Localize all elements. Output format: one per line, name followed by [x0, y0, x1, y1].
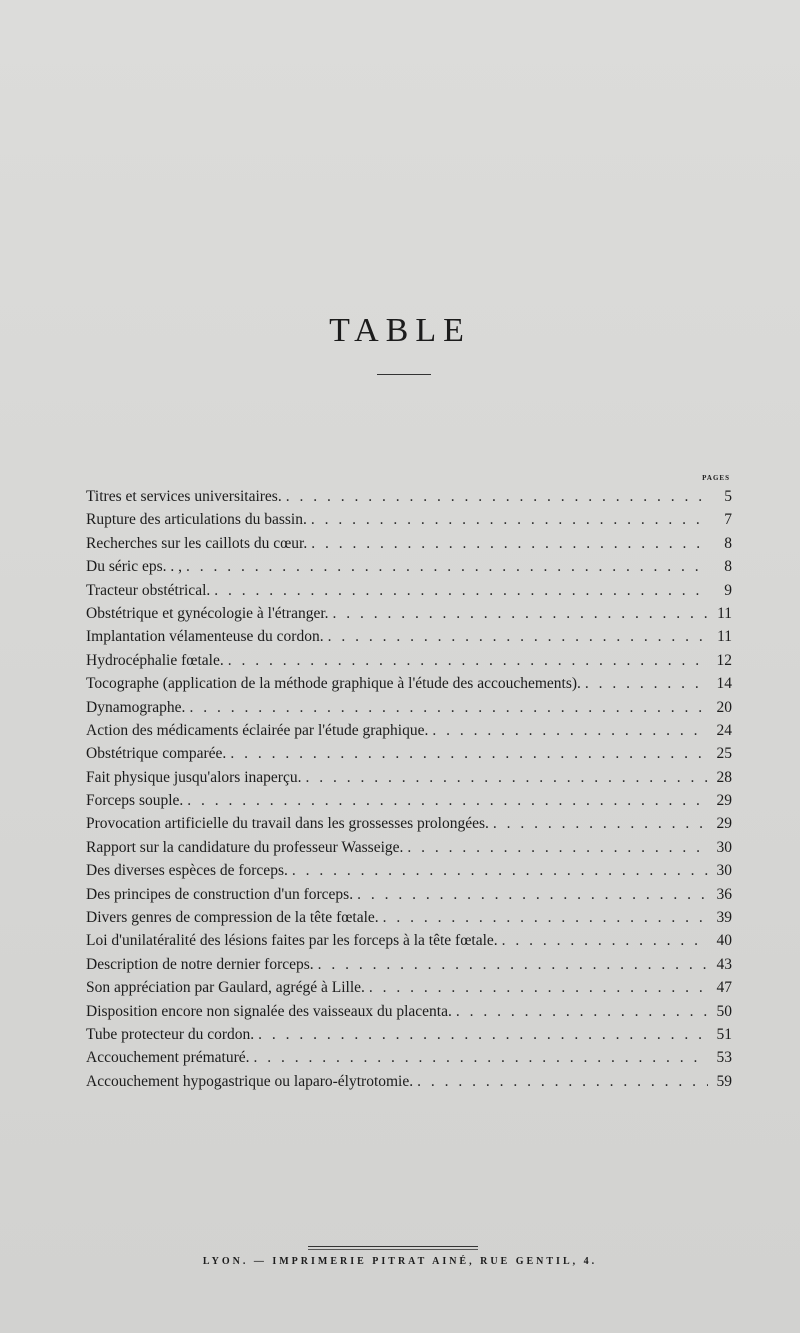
toc-entry-page: 8 — [724, 534, 732, 552]
toc-entry-page: 9 — [724, 581, 732, 599]
toc-entry — [86, 699, 732, 722]
dot-leader — [407, 839, 708, 857]
toc-entry-title: Disposition encore non signalée des vaisseaux du placenta. — [86, 1002, 452, 1020]
toc-entry-title: Implantation vélamenteuse du cordon. — [86, 628, 324, 646]
toc-entry-title: Obstétrique comparée. — [86, 745, 227, 763]
toc-entry — [86, 815, 732, 838]
toc-entry — [86, 886, 732, 909]
pages-column-label: PAGES — [702, 474, 730, 482]
toc-entry-title: Rapport sur la candidature du professeur Wasseige. — [86, 838, 404, 856]
toc-entry-page: 11 — [717, 628, 732, 646]
toc-entry-page: 50 — [716, 1002, 732, 1020]
toc-entry-page: 11 — [717, 604, 732, 622]
toc-entry-page: 43 — [716, 955, 732, 973]
title-rule — [377, 374, 431, 375]
toc-entry-page: 14 — [716, 675, 732, 693]
dot-leader — [417, 1073, 708, 1091]
toc-entry-title: Des diverses espèces de forceps. — [86, 862, 288, 880]
toc-entry-page: 30 — [716, 862, 732, 880]
toc-entry — [86, 605, 732, 628]
toc-entry-page: 24 — [716, 721, 732, 739]
dot-leader — [311, 535, 708, 553]
dot-leader — [258, 1026, 708, 1044]
toc-entry-title: Tracteur obstétrical. — [86, 581, 211, 599]
toc-entry — [86, 979, 732, 1002]
toc-entry — [86, 675, 732, 698]
dot-leader — [333, 605, 708, 623]
toc-entry-title: Du séric eps. . , — [86, 558, 182, 576]
toc-entry — [86, 792, 732, 815]
dot-leader — [357, 886, 708, 904]
toc-entry-title: Tube protecteur du cordon. — [86, 1025, 255, 1043]
dot-leader — [456, 1003, 708, 1021]
toc-entry-page: 28 — [716, 768, 732, 786]
toc-entry-title: Description de notre dernier forceps. — [86, 955, 314, 973]
dot-leader — [214, 582, 708, 600]
toc-entry-page: 51 — [716, 1025, 732, 1043]
dot-leader — [311, 511, 708, 529]
toc-entry — [86, 652, 732, 675]
dot-leader — [369, 979, 708, 997]
footer-rule-secondary — [308, 1249, 478, 1250]
toc-entry-title: Son appréciation par Gaulard, agrégé à Lille. — [86, 979, 365, 997]
dot-leader — [186, 558, 708, 576]
toc-entry-title: Forceps souple. — [86, 792, 184, 810]
dot-leader — [187, 792, 708, 810]
toc-entry-title: Titres et services universitaires. — [86, 488, 282, 505]
toc-entry — [86, 722, 732, 745]
toc-entry-page: 25 — [716, 745, 732, 763]
toc-entry-title: Tocographe (application de la méthode graphique à l'étude des accouchements). — [86, 675, 581, 693]
dot-leader — [189, 699, 708, 717]
footer-rule — [308, 1246, 478, 1247]
toc-entry — [86, 932, 732, 955]
toc-entry-page: 30 — [716, 838, 732, 856]
toc-entry-title: Des principes de construction d'un forceps. — [86, 885, 354, 903]
toc-entry-title: Provocation artificielle du travail dans les grossesses prolongées. — [86, 815, 489, 833]
toc-entry-title: Loi d'unilatéralité des lésions faites par les forceps à la tête fœtale. — [86, 932, 498, 950]
toc-entry-page: 29 — [716, 792, 732, 810]
dot-leader — [228, 652, 708, 670]
toc-entry — [86, 582, 732, 605]
toc-entry — [86, 1003, 732, 1026]
dot-leader — [286, 488, 708, 506]
toc-entry — [86, 1073, 732, 1096]
toc-entry-page: 5 — [724, 488, 732, 505]
toc-entry-page: 8 — [724, 558, 732, 576]
dot-leader — [383, 909, 708, 927]
table-of-contents — [86, 488, 732, 1096]
dot-leader — [292, 862, 708, 880]
dot-leader — [254, 1049, 708, 1067]
dot-leader — [585, 675, 708, 693]
toc-entry-title: Recherches sur les caillots du cœur. — [86, 534, 308, 552]
toc-entry-title: Obstétrique et gynécologie à l'étranger. — [86, 604, 329, 622]
toc-entry-page: 29 — [716, 815, 732, 833]
toc-entry-page: 39 — [716, 909, 732, 927]
dot-leader — [502, 932, 708, 950]
toc-entry-title: Hydrocéphalie fœtale. — [86, 651, 224, 669]
toc-entry-page: 36 — [716, 885, 732, 903]
toc-entry-title: Fait physique jusqu'alors inaperçu. — [86, 768, 302, 786]
toc-entry — [86, 862, 732, 885]
toc-entry-page: 53 — [716, 1049, 732, 1067]
dot-leader — [230, 745, 708, 763]
dot-leader — [493, 815, 708, 833]
toc-entry-page: 40 — [716, 932, 732, 950]
toc-entry-page: 12 — [716, 651, 732, 669]
toc-entry-page: 47 — [716, 979, 732, 997]
dot-leader — [305, 769, 708, 787]
toc-entry-title: Rupture des articulations du bassin. — [86, 511, 307, 529]
toc-entry — [86, 558, 732, 581]
toc-entry — [86, 1049, 732, 1072]
toc-entry — [86, 956, 732, 979]
toc-entry-title: Divers genres de compression de la tête fœtale. — [86, 909, 379, 927]
toc-entry-page: 59 — [716, 1072, 732, 1090]
dot-leader — [318, 956, 708, 974]
toc-entry-title: Accouchement hypogastrique ou laparo-élytrotomie. — [86, 1072, 414, 1090]
toc-entry-page: 20 — [716, 698, 732, 716]
toc-entry — [86, 535, 732, 558]
dot-leader — [328, 628, 708, 646]
toc-entry — [86, 745, 732, 768]
printer-imprint: LYON. — IMPRIMERIE PITRAT AINÉ, RUE GENTIL, 4. — [202, 1256, 598, 1267]
toc-entry — [86, 511, 732, 534]
page-title: TABLE — [329, 312, 471, 349]
toc-entry-title: Action des médicaments éclairée par l'étude graphique. — [86, 721, 429, 739]
toc-entry-title: Accouchement prématuré. — [86, 1049, 250, 1067]
toc-entry — [86, 769, 732, 792]
dot-leader — [432, 722, 708, 740]
toc-entry-title: Dynamographe. — [86, 698, 186, 716]
toc-entry-page: 7 — [724, 511, 732, 529]
toc-entry — [86, 839, 732, 862]
toc-entry — [86, 488, 732, 511]
toc-entry — [86, 909, 732, 932]
toc-entry — [86, 628, 732, 651]
toc-entry — [86, 1026, 732, 1049]
